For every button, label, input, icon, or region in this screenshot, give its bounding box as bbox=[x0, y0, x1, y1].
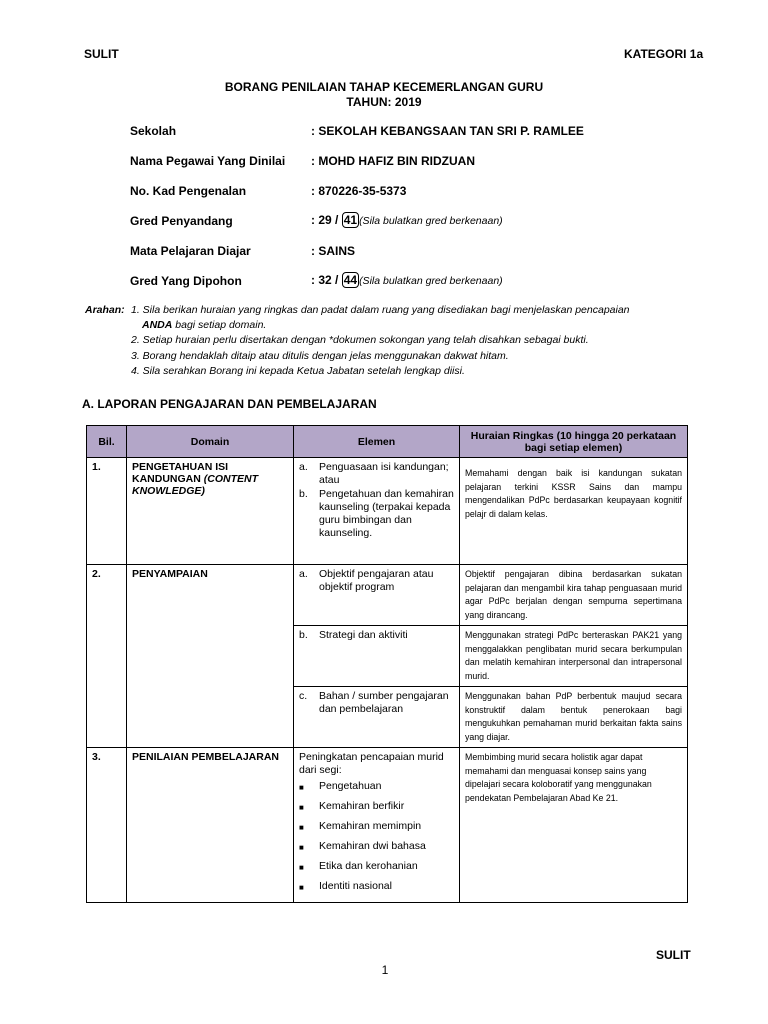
bullet-text: Identiti nasional bbox=[319, 880, 392, 892]
row-domain bbox=[127, 458, 294, 565]
row-huraian[interactable] bbox=[460, 458, 688, 565]
row-huraian[interactable] bbox=[460, 687, 688, 748]
list-item bbox=[299, 839, 454, 855]
list-marker: b. bbox=[299, 488, 308, 500]
field-label-sekolah: Sekolah bbox=[130, 124, 177, 138]
instructions-label: Arahan: bbox=[85, 304, 125, 316]
instruction-3: 3. Borang hendaklah ditaip atau ditulis dengan jelas menggunakan dakwat hitam. bbox=[131, 350, 509, 362]
row-elemen bbox=[294, 748, 460, 903]
field-label-gred-dipohon: Gred Yang Dipohon bbox=[130, 274, 242, 288]
form-title: BORANG PENILAIAN TAHAP KECEMERLANGAN GURU bbox=[224, 80, 544, 94]
domain-text: PENGETAHUAN ISI KANDUNGAN bbox=[132, 461, 229, 485]
footer-sulit: SULIT bbox=[656, 948, 691, 962]
form-year: TAHUN: 2019 bbox=[346, 95, 422, 109]
row-domain: PENYAMPAIAN bbox=[127, 565, 294, 748]
element-text: Penguasaan isi kandungan; atau bbox=[319, 461, 449, 486]
table-row bbox=[87, 748, 688, 903]
page-number: 1 bbox=[381, 963, 389, 977]
header-bil: Bil. bbox=[87, 426, 127, 458]
gred-penyandang-circled: 41 bbox=[343, 213, 358, 227]
row-huraian[interactable] bbox=[460, 748, 688, 903]
section-title: A. LAPORAN PENGAJARAN DAN PEMBELAJARAN bbox=[82, 397, 377, 411]
element-intro: Peningkatan pencapaian murid dari segi: bbox=[299, 751, 444, 776]
bullet-text: Kemahiran berfikir bbox=[319, 800, 405, 812]
field-value-gred-penyandang bbox=[311, 212, 503, 228]
gred-penyandang-prefix: : 29 / bbox=[311, 213, 339, 227]
header-kategori: KATEGORI 1a bbox=[624, 47, 704, 61]
bullet-text: Pengetahuan bbox=[319, 780, 382, 792]
row-number: 1. bbox=[87, 458, 127, 565]
table-header-row bbox=[87, 426, 688, 458]
field-label-gred-penyandang: Gred Penyandang bbox=[130, 214, 233, 228]
bullet-icon: ■ bbox=[299, 863, 304, 872]
list-item bbox=[299, 629, 454, 642]
row-elemen bbox=[294, 626, 460, 687]
table-row bbox=[87, 565, 688, 626]
element-text: Objektif pengajaran atau objektif program bbox=[319, 568, 434, 593]
description-text: Memahami dengan baik isi kandungan sukatan pelajaran terkini KSSR Sains dan mampu mengendalikan PdPc berdasarkan keupayaan kognitif pelajr di dalam kelas. bbox=[465, 468, 682, 519]
header-domain: Domain bbox=[127, 426, 294, 458]
header-sulit: SULIT bbox=[84, 47, 119, 61]
list-marker: a. bbox=[299, 568, 308, 580]
assessment-table bbox=[86, 425, 688, 903]
instruction-4: 4. Sila serahkan Borang ini kepada Ketua Jabatan setelah lengkap diisi. bbox=[131, 365, 465, 377]
bullet-icon: ■ bbox=[299, 843, 304, 852]
domain-italic: (CONTENT KNOWLEDGE) bbox=[132, 473, 258, 497]
instruction-2: 2. Setiap huraian perlu disertakan dengan *dokumen sokongan yang telah disahkan sebagai bukti. bbox=[131, 334, 589, 346]
row-elemen bbox=[294, 687, 460, 748]
bullet-icon: ■ bbox=[299, 803, 304, 812]
bullet-icon: ■ bbox=[299, 883, 304, 892]
element-text: Strategi dan aktiviti bbox=[319, 629, 408, 641]
list-item bbox=[299, 799, 454, 815]
field-value-nama: : MOHD HAFIZ BIN RIDZUAN bbox=[311, 154, 475, 168]
gred-dipohon-circled: 44 bbox=[343, 273, 358, 287]
list-item bbox=[299, 819, 454, 835]
list-marker: c. bbox=[299, 690, 308, 702]
bullet-icon: ■ bbox=[299, 823, 304, 832]
row-huraian[interactable] bbox=[460, 626, 688, 687]
field-value-sekolah: : SEKOLAH KEBANGSAAN TAN SRI P. RAMLEE bbox=[311, 124, 584, 138]
list-item bbox=[299, 879, 454, 895]
element-text: Bahan / sumber pengajaran dan pembelajaran bbox=[319, 690, 449, 715]
row-huraian[interactable] bbox=[460, 565, 688, 626]
field-value-gred-dipohon bbox=[311, 272, 503, 288]
list-item bbox=[299, 690, 454, 716]
description-text: Menggunakan bahan PdP berbentuk maujud secara konstruktif dalam bentuk penerokaan bagi mengukuhkan pemahaman murid berkaitan fakta sains yang diajar. bbox=[465, 691, 682, 742]
instruction-1-cont bbox=[142, 318, 266, 334]
list-item bbox=[299, 568, 454, 594]
field-label-mata-pelajaran: Mata Pelajaran Diajar bbox=[130, 244, 251, 258]
field-value-kad: : 870226-35-5373 bbox=[311, 184, 407, 198]
field-label-kad: No. Kad Pengenalan bbox=[130, 184, 247, 198]
bullet-icon: ■ bbox=[299, 783, 304, 792]
field-value-mata-pelajaran: : SAINS bbox=[311, 244, 356, 258]
gred-dipohon-note: (Sila bulatkan gred berkenaan) bbox=[359, 275, 503, 287]
row-number: 2. bbox=[87, 565, 127, 748]
instruction-1: 1. Sila berikan huraian yang ringkas dan padat dalam ruang yang disediakan bagi menjelaskan pencapaian bbox=[131, 304, 630, 316]
gred-dipohon-prefix: : 32 / bbox=[311, 273, 339, 287]
bullet-text: Etika dan kerohanian bbox=[319, 860, 418, 872]
list-marker: a. bbox=[299, 461, 308, 473]
description-text: Membimbing murid secara holistik agar dapat memahami dan menguasai konsep sains yang dipelajari secara koloboratif yang menggunakan pendekatan Pembelajaran Abad Ke 21. bbox=[465, 752, 652, 803]
bullet-text: Kemahiran memimpin bbox=[319, 820, 422, 832]
header-huraian: Huraian Ringkas (10 hingga 20 perkataan bagi setiap elemen) bbox=[460, 426, 688, 458]
instruction-anda: ANDA bbox=[142, 319, 173, 331]
row-elemen bbox=[294, 565, 460, 626]
table-row bbox=[87, 458, 688, 565]
description-text: Menggunakan strategi PdPc berteraskan PAK21 yang menggalakkan penglibatan murid secara berkumpulan dan melatih kemahiran interpersonal dan intrapersonal murid. bbox=[465, 630, 682, 681]
list-item bbox=[299, 461, 454, 487]
field-label-nama: Nama Pegawai Yang Dinilai bbox=[130, 154, 286, 168]
list-item bbox=[299, 488, 454, 540]
header-elemen: Elemen bbox=[294, 426, 460, 458]
list-marker: b. bbox=[299, 629, 308, 641]
gred-penyandang-note: (Sila bulatkan gred berkenaan) bbox=[359, 215, 503, 227]
element-text: Pengetahuan dan kemahiran kaunseling (terpakai kepada guru bimbingan dan kaunseling. bbox=[319, 488, 454, 539]
row-elemen bbox=[294, 458, 460, 565]
description-text: Objektif pengajaran dibina berdasarkan sukatan pelajaran dan mengambil kira tahap penguasaan murid agar PdPc berjalan dengan sempurna sepertimana yang dirancang. bbox=[465, 569, 682, 620]
row-domain: PENILAIAN PEMBELAJARAN bbox=[127, 748, 294, 903]
list-item bbox=[299, 859, 454, 875]
instruction-1-rest: bagi setiap domain. bbox=[172, 319, 267, 331]
list-item bbox=[299, 779, 454, 795]
row-number: 3. bbox=[87, 748, 127, 903]
bullet-text: Kemahiran dwi bahasa bbox=[319, 840, 426, 852]
